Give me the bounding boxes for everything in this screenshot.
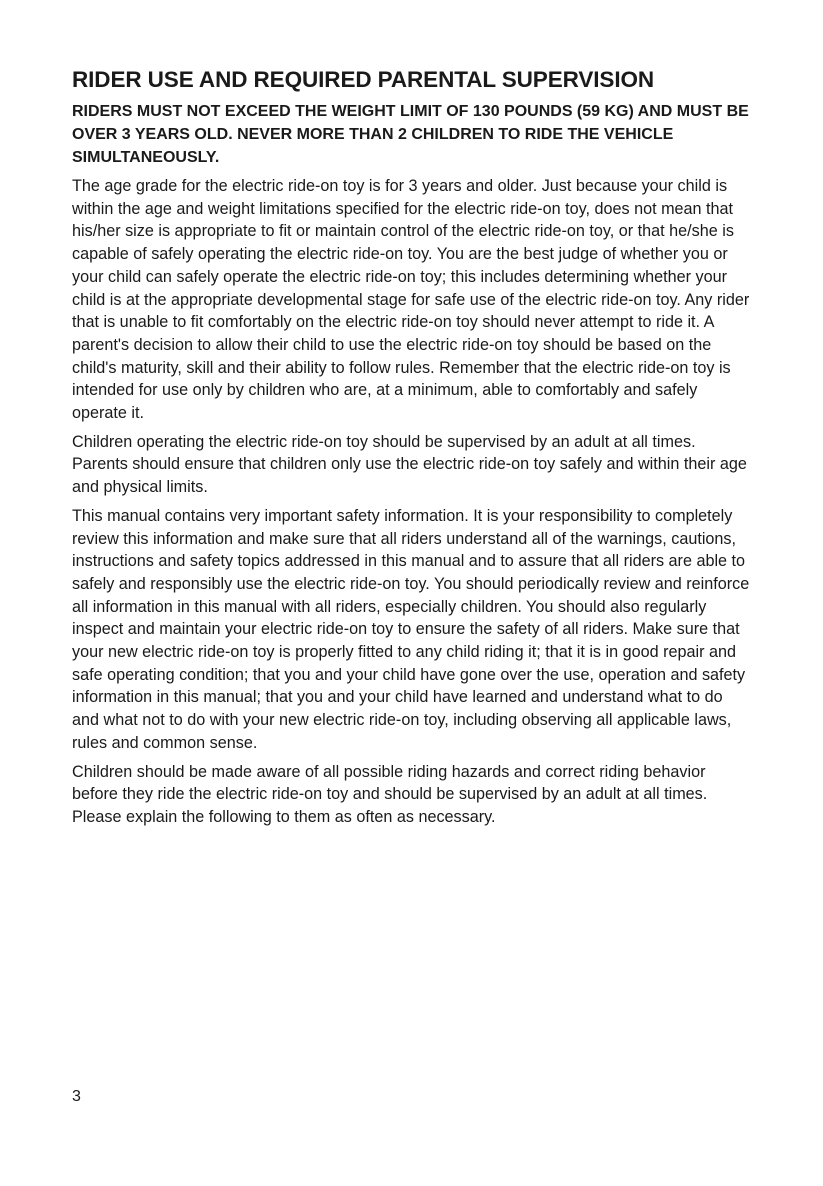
paragraph-riding-hazards: Children should be made aware of all possible riding hazards and correct riding behavior before they ride the electric ride-on toy and should be supervised by an adult at all times. Please explain the following to them as often as necessary. [72,762,708,826]
section-title: RIDER USE AND REQUIRED PARENTAL SUPERVISION [72,67,655,92]
paragraph-manual-responsibility: This manual contains very important safety information. It is your responsibility to completely review this information and make sure that all riders understand all of the warnings, cautions, instructions and safety topics addressed in this manual and to assure that all riders are able to safely and responsibly use the electric ride-on toy. You should periodically review and reinforce all information in this manual with all riders, especially children. You should also regularly inspect and maintain your electric ride-on toy to ensure the safety of all riders. Make sure that your new electric ride-on toy is properly fitted to any child riding it; that it is in good repair and safe operating condition; that you and your child have gone over the use, operation and safety information in this manual; that you and your child have learned and understand what to do and what not to do with your new electric ride-on toy, including observing all applicable laws, rules and common sense. [72,506,750,752]
paragraph-age-grade: The age grade for the electric ride-on toy is for 3 years and older. Just because your child is within the age and weight limitations specified for the electric ride-on toy, does not mean that his/her size is appropriate to fit or maintain control of the electric ride-on toy, or that he/she is capable of safely operating the electric ride-on toy. You are the best judge of whether you or your child can safely operate the electric ride-on toy; this includes determining whether your child is at the appropriate developmental stage for safe use of the electric ride-on toy. Any rider that is unable to fit comfortably on the electric ride-on toy should never attempt to ride it. A parent's decision to allow their child to use the electric ride-on toy should be based on the child's maturity, skill and their ability to follow rules. Remember that the electric ride-on toy is intended for use only by children who are, at a minimum, able to comfortably and safely operate it. [72,177,750,423]
paragraph-adult-supervision: Children operating the electric ride-on toy should be supervised by an adult at all times. Parents should ensure that children only use the electric ride-on toy safely and within their age and physical limits. [72,432,747,497]
weight-age-warning: RIDERS MUST NOT EXCEED THE WEIGHT LIMIT OF 130 POUNDS (59 KG) AND MUST BE OVER 3 YEARS OLD. NEVER MORE THAN 2 CHILDREN TO RIDE THE VEHICLE SIMULTANEOUSLY. [72,103,749,166]
page-number: 3 [72,1088,81,1105]
manual-page [72,66,752,835]
